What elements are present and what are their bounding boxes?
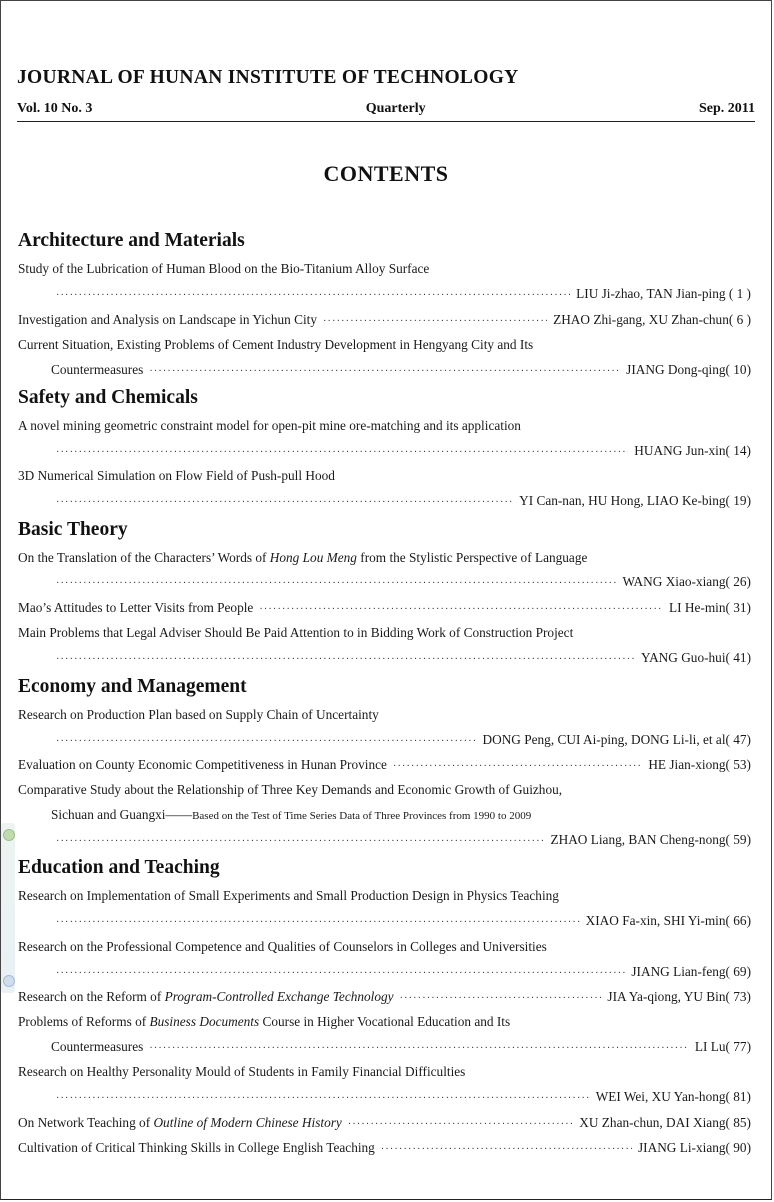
toc-entry-title[interactable]: Current Situation, Existing Problems of Cement Industry Development in Hengyang City and Its [18,337,534,352]
dot-leader [56,1093,590,1104]
toc-entry-title[interactable]: Research on Healthy Personality Mould of Students in Family Financial Difficulties [18,1064,466,1079]
toc-entry-author: LIU Ji-zhao, TAN Jian-ping ( 1 ) [576,286,751,301]
toc-entry-author: JIANG Dong-qing( 10) [626,362,751,377]
toc-entry-author: LI He-min( 31) [669,600,751,615]
toc-entry-author: JIA Ya-qiong, YU Bin( 73) [607,989,751,1004]
toc-entry-title[interactable]: Research on Implementation of Small Experiments and Small Production Design in Physics Teaching [18,888,559,903]
toc-entry-author: ZHAO Zhi-gang, XU Zhan-chun( 6 ) [553,312,751,327]
section-heading-education: Education and Teaching [18,857,220,878]
toc-entry[interactable] [18,312,751,332]
toc-entry-author: HE Jian-xiong( 53) [648,757,751,772]
toc-entry-title: Investigation and Analysis on Landscape in Yichun City [18,312,318,327]
section-heading-architecture: Architecture and Materials [18,230,245,251]
issue-frequency: Quarterly [365,101,426,116]
dot-leader [56,447,628,458]
dot-leader [56,968,625,979]
toc-entry-author: YI Can-nan, HU Hong, LIAO Ke-bing( 19) [519,493,751,508]
toc-entry-author: WEI Wei, XU Yan-hong( 81) [595,1089,751,1104]
toc-entry-title: Mao’s Attitudes to Letter Visits from People [18,600,254,615]
section-heading-economy: Economy and Management [18,676,247,697]
header-divider [17,121,755,122]
toc-entry-author: HUANG Jun-xin( 14) [634,443,751,458]
toc-entry-author-line[interactable] [18,913,751,933]
green-circle-icon [3,829,15,841]
toc-entry-author: JIANG Li-xiang( 90) [638,1140,751,1155]
toc-entry-author-line[interactable] [18,493,751,513]
toc-entry-title: On Network Teaching of Outline of Modern Chinese History [18,1115,342,1130]
toc-entry-title[interactable]: Main Problems that Legal Adviser Should Be Paid Attention to in Bidding Work of Construction Project [18,625,574,640]
toc-entry-author-line[interactable] [18,832,751,852]
toc-entry[interactable] [18,1115,751,1135]
toc-entry-title[interactable]: Comparative Study about the Relationship of Three Key Demands and Economic Growth of Guizhou, [18,782,563,797]
issue-date: Sep. 2011 [698,101,755,116]
toc-entry-title[interactable]: Study of the Lubrication of Human Blood on the Bio-Titanium Alloy Surface [18,261,430,276]
toc-entry-author: YANG Guo-hui( 41) [640,650,751,665]
dot-leader [56,290,570,301]
dot-leader [393,761,642,772]
toc-entry-title: Cultivation of Critical Thinking Skills in College English Teaching [18,1140,375,1155]
toc-entry-title[interactable]: 3D Numerical Simulation on Flow Field of Push-pull Hood [18,468,335,483]
toc-entry-title: Research on the Reform of Program-Controlled Exchange Technology [18,989,394,1004]
toc-entry-title[interactable]: A novel mining geometric constraint model for open-pit mine ore-matching and its application [18,418,521,433]
dot-leader [56,578,616,589]
scanner-sidebar-mark [1,823,15,993]
section-heading-safety: Safety and Chemicals [18,387,198,408]
toc-entry-author: ZHAO Liang, BAN Cheng-nong( 59) [550,832,751,847]
toc-entry-author-line[interactable] [18,964,751,984]
journal-title: JOURNAL OF HUNAN INSTITUTE OF TECHNOLOGY [17,67,519,88]
volume-number: Vol. 10 No. 3 [17,101,93,116]
toc-entry-author-line[interactable] [18,443,751,463]
toc-entry-author-line[interactable] [18,574,751,594]
toc-entry-author-line[interactable] [18,732,751,752]
dot-leader [56,736,477,747]
toc-entry-author: XU Zhan-chun, DAI Xiang( 85) [579,1115,751,1130]
toc-entry-author-line[interactable] [18,1039,751,1059]
dot-leader [259,604,663,615]
toc-entry-title[interactable]: On the Translation of the Characters’ Words of Hong Lou Meng from the Stylistic Perspective of Language [18,550,588,565]
dot-leader [323,316,547,327]
dot-leader [56,654,635,665]
toc-entry-title[interactable]: Research on the Professional Competence and Qualities of Counselors in Colleges and Universities [18,939,547,954]
contents-heading: CONTENTS [323,161,449,186]
dot-leader [56,917,580,928]
toc-entry-author: WANG Xiao-xiang( 26) [622,574,751,589]
dot-leader [381,1144,632,1155]
dot-leader [400,993,602,1004]
toc-entry-title-continued[interactable]: Sichuan and Guangxi——Based on the Test of Time Series Data of Three Provinces from 1990 to 2009 [51,807,532,822]
toc-entry-author: DONG Peng, CUI Ai-ping, DONG Li-li, et al( 47) [482,732,751,747]
toc-entry-author-line[interactable] [18,362,751,382]
toc-entry-subtitle: Based on the Test of Time Series Data of Three Provinces from 1990 to 2009 [192,810,532,822]
toc-entry-author: XIAO Fa-xin, SHI Yi-min( 66) [585,913,751,928]
toc-entry-title[interactable]: Research on Production Plan based on Supply Chain of Uncertainty [18,707,379,722]
toc-entry[interactable] [18,989,751,1009]
toc-entry-author: LI Lu( 77) [694,1039,751,1054]
dot-leader [149,1043,689,1054]
toc-entry[interactable] [18,757,751,777]
issue-info-row [17,101,755,117]
dot-leader [348,1119,573,1130]
toc-entry-title-continued: Countermeasures [51,362,144,377]
toc-entry-title: Evaluation on County Economic Competitiveness in Hunan Province [18,757,387,772]
dot-leader [56,497,513,508]
dot-leader [56,836,544,847]
toc-entry-title-continued: Countermeasures [51,1039,144,1054]
toc-entry-author-line[interactable] [18,1089,751,1109]
toc-entry[interactable] [18,1140,751,1160]
blue-circle-icon [3,975,15,987]
dot-leader [149,366,620,377]
toc-entry-author-line[interactable] [18,286,751,306]
section-heading-basic-theory: Basic Theory [18,519,128,540]
toc-entry[interactable] [18,600,751,620]
toc-entry-author: JIANG Lian-feng( 69) [631,964,751,979]
toc-entry-title[interactable]: Problems of Reforms of Business Documents Course in Higher Vocational Education and Its [18,1014,511,1029]
toc-entry-author-line[interactable] [18,650,751,670]
